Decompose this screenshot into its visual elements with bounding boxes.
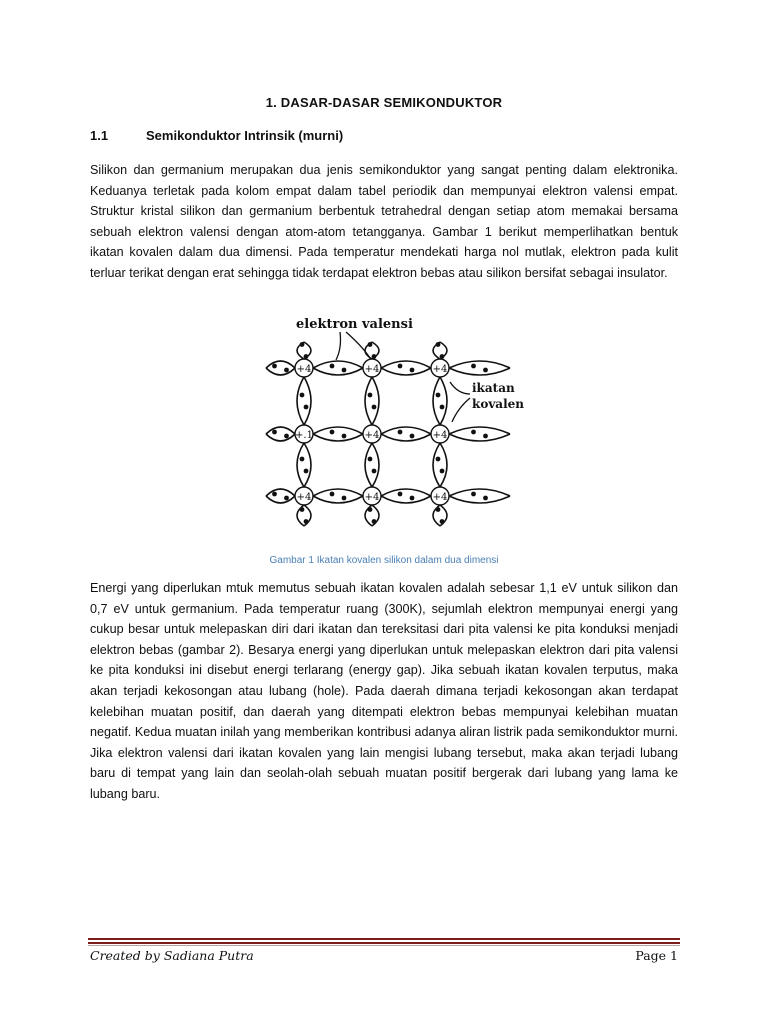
covalent-bond-line [304,443,311,487]
valence-electron-dot [368,457,373,462]
valence-electron-dot [284,434,289,439]
covalent-bond-line [449,427,510,434]
covalent-bond-line [433,377,440,425]
valence-electron-dot [368,393,373,398]
covalent-bond-line [313,368,363,375]
valence-electron-dot [330,492,335,497]
covalent-bond-line [440,377,447,425]
covalent-bond-line [266,434,295,441]
valence-electron-dot [368,342,373,347]
valence-electron-dot [272,364,277,369]
covalent-bond-line [449,496,510,503]
atom-label: +4 [432,430,448,441]
covalent-bond-line [381,489,431,496]
figure-caption: Gambar 1 Ikatan kovalen silikon dalam dua dimensi [269,555,499,566]
page-footer [88,946,680,966]
valence-electron-dot [440,519,445,524]
paragraph-intro: Silikon dan germanium merupakan dua jenis semikonduktor yang sangat penting dalam elektronika. Keduanya terletak pada kolom empat dalam tabel periodik dan mempunyai elektron valensi empat. Struktur kristal silikon dan germanium berbentuk tetrahedral dengan setiap atom memakai bersama sebuah elektron valensi dengan atom-atom tetangganya. Gambar 1 berikut memperlihatkan bentuk ikatan kovalen dalam dua dimensi. Pada temperatur mendekati harga nol mutlak, elektron pada kulit terluar terikat dengan erat sehingga tidak terdapat elektron bebas atau silikon bersifat sebagai insulator. [90,163,678,280]
valence-electron-dot [440,354,445,359]
valence-electron-dot [372,354,377,359]
covalent-bond-line [449,361,510,368]
valence-electron-dot [483,496,488,501]
atom-label: +4 [432,492,448,503]
valence-electron-dot [410,434,415,439]
valence-electron-dot [436,342,441,347]
atom-label: +4 [364,492,380,503]
covalent-bond-line [266,361,295,368]
covalent-bond-line [313,434,363,441]
covalent-bond-line [365,377,372,425]
covalent-bond-line [266,489,295,496]
valence-electron-dot [342,368,347,373]
valence-electron-dot [372,405,377,410]
valence-electron-dot [440,469,445,474]
covalent-bond-line [381,427,431,434]
footer-page-number: Page 1 [635,948,678,963]
covalent-bond-line [381,368,431,375]
covalent-bond-line [433,443,440,487]
valence-electron-dot [410,368,415,373]
valence-electron-dot [272,492,277,497]
valence-electron-dot [330,364,335,369]
valence-electron-dot [440,405,445,410]
valence-electron-dot [368,507,373,512]
valence-electron-dot [483,368,488,373]
covalent-bond-line [381,434,431,441]
label-ikatan: ikatan [472,381,515,395]
valence-electron-dot [471,430,476,435]
valence-electron-dot [436,393,441,398]
valence-electron-dot [410,496,415,501]
section-heading [90,128,343,143]
valence-electron-dot [304,405,309,410]
valence-electron-dot [304,519,309,524]
paragraph-energy: Energi yang diperlukan mtuk memutus sebuah ikatan kovalen adalah sebesar 1,1 eV untuk silikon dan 0,7 eV untuk germanium. Pada temperatur ruang (300K), sejumlah elektron mempunyai energi yang cukup besar untuk melepaskan diri dari ikatan dan tereksitasi dari pita valensi ke pita konduksi menjadi elektron bebas (gambar 2). Besarya energi yang diperlukan untuk melepaskan elektron dari pita valensi ke pita konduksi ini disebut energi terlarang (energy gap). Jika sebuah ikatan kovalen terputus, maka akan terjadi kekosongan atau lubang (hole). Pada daerah dimana terjadi kekosongan akan terdapat kelebihan muatan positif, dan daerah yang ditempati elektron bebas mempunyai kelebihan muatan negatif. Kedua muatan inilah yang memberikan kontribusi adanya aliran listrik pada semikonduktor murni. Jika elektron valensi dari ikatan kovalen yang lain mengisi lubang tersebut, maka akan terjadi lubang baru di tempat yang lain dan seolah-olah sebuah muatan positif bergerak dari lubang yang lama ke lubang baru. [90,581,678,801]
covalent-bond-line [313,496,363,503]
valence-electron-dot [304,469,309,474]
valence-electron-dot [284,496,289,501]
valence-electron-dot [330,430,335,435]
covalent-bond-line [266,496,295,503]
covalent-bond-line [440,443,447,487]
atom-label: +4 [296,492,312,503]
valence-electron-dot [398,430,403,435]
valence-electron-dot [300,342,305,347]
valence-electron-dot [372,519,377,524]
valence-electron-dot [483,434,488,439]
valence-electron-dot [471,492,476,497]
section-number: 1.1 [90,128,109,143]
covalent-bond-line [449,489,510,496]
valence-electron-dot [284,368,289,373]
footer-rule [88,938,680,940]
valence-electron-dot [398,364,403,369]
covalent-bond-line [313,489,363,496]
valence-electron-dot [300,393,305,398]
atom-label: +4 [364,364,380,375]
covalent-bond-line [304,377,311,425]
covalent-bond-line [372,377,379,425]
valence-electron-dot [300,507,305,512]
covalent-bond-line [297,377,304,425]
footer-rule [88,942,680,944]
valence-electron-dot [398,492,403,497]
atom-label: +.1 [295,430,313,441]
atom-label: +4 [296,364,312,375]
atom-label: +4 [364,430,380,441]
valence-electron-dot [272,430,277,435]
label-elektron-valensi: elektron valensi [296,317,413,332]
covalent-bond-line [313,361,363,368]
covalent-bond-line [449,434,510,441]
valence-electron-dot [342,434,347,439]
valence-electron-dot [300,457,305,462]
covalent-bond-line [381,361,431,368]
covalent-bond-line [365,443,372,487]
chapter-title: 1. DASAR-DASAR SEMIKONDUKTOR [265,95,503,110]
covalent-bond-line [372,443,379,487]
footer-author: Created by Sadiana Putra [90,948,254,963]
covalent-bond-line [381,496,431,503]
covalent-bond-figure [262,312,524,542]
valence-electron-dot [471,364,476,369]
valence-electron-dot [342,496,347,501]
covalent-bond-line [266,368,295,375]
atom-label: +4 [432,364,448,375]
covalent-bond-line [313,427,363,434]
valence-electron-dot [372,469,377,474]
covalent-bond-line [266,427,295,434]
covalent-bond-line [449,368,510,375]
section-title: Semikonduktor Intrinsik (murni) [146,128,344,143]
valence-electron-dot [304,354,309,359]
valence-electron-dot [436,457,441,462]
covalent-bond-line [297,443,304,487]
label-kovalen: kovalen [472,397,524,411]
valence-electron-dot [436,507,441,512]
